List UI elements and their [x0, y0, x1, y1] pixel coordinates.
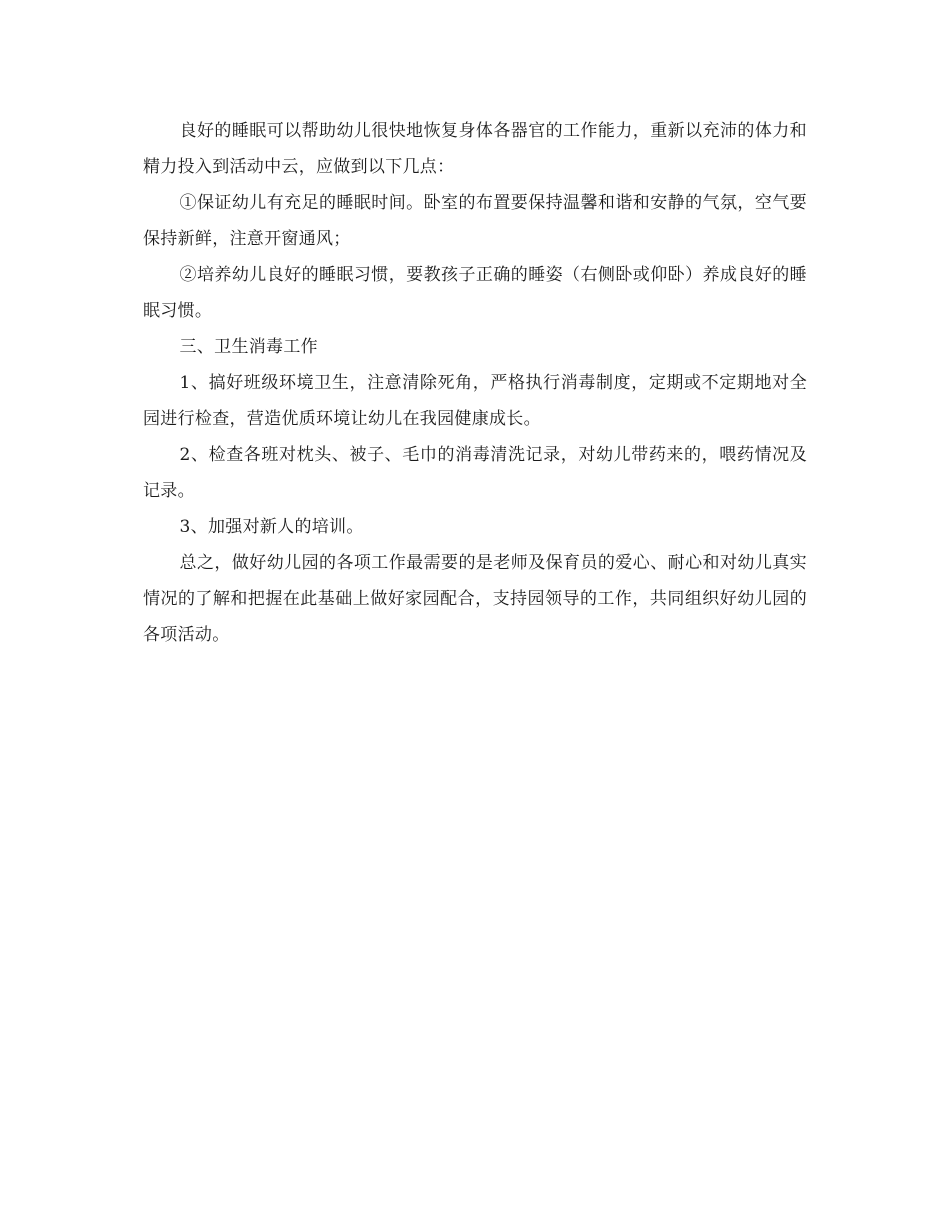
paragraph-hygiene-2: 2、检查各班对枕头、被子、毛巾的消毒清洗记录，对幼儿带药来的，喂药情况及记录。 — [143, 445, 807, 501]
paragraph-sleep-time: ①保证幼儿有充足的睡眠时间。卧室的布置要保持温馨和谐和安静的气氛，空气要保持新鲜，注意开窗通风； — [143, 193, 807, 249]
paragraph-hygiene-3: 3、加强对新人的培训。 — [179, 517, 364, 537]
paragraph-conclusion: 总之，做好幼儿园的各项工作最需要的是老师及保育员的爱心、耐心和对幼儿真实情况的了解和把握在此基础上做好家园配合，支持园领导的工作，共同组织好幼儿园的各项活动。 — [143, 553, 807, 645]
document-body — [143, 113, 807, 653]
paragraph-sleep-intro: 良好的睡眠可以帮助幼儿很快地恢复身体各器官的工作能力，重新以充沛的体力和精力投入到活动中云，应做到以下几点： — [143, 121, 807, 177]
paragraph-hygiene-1: 1、搞好班级环境卫生，注意清除死角，严格执行消毒制度，定期或不定期地对全园进行检查，营造优质环境让幼儿在我园健康成长。 — [143, 373, 807, 429]
paragraph-sleep-habits: ②培养幼儿良好的睡眠习惯，要教孩子正确的睡姿（右侧卧或仰卧）养成良好的睡眠习惯。 — [143, 265, 807, 321]
section-heading-hygiene: 三、卫生消毒工作 — [179, 337, 318, 357]
